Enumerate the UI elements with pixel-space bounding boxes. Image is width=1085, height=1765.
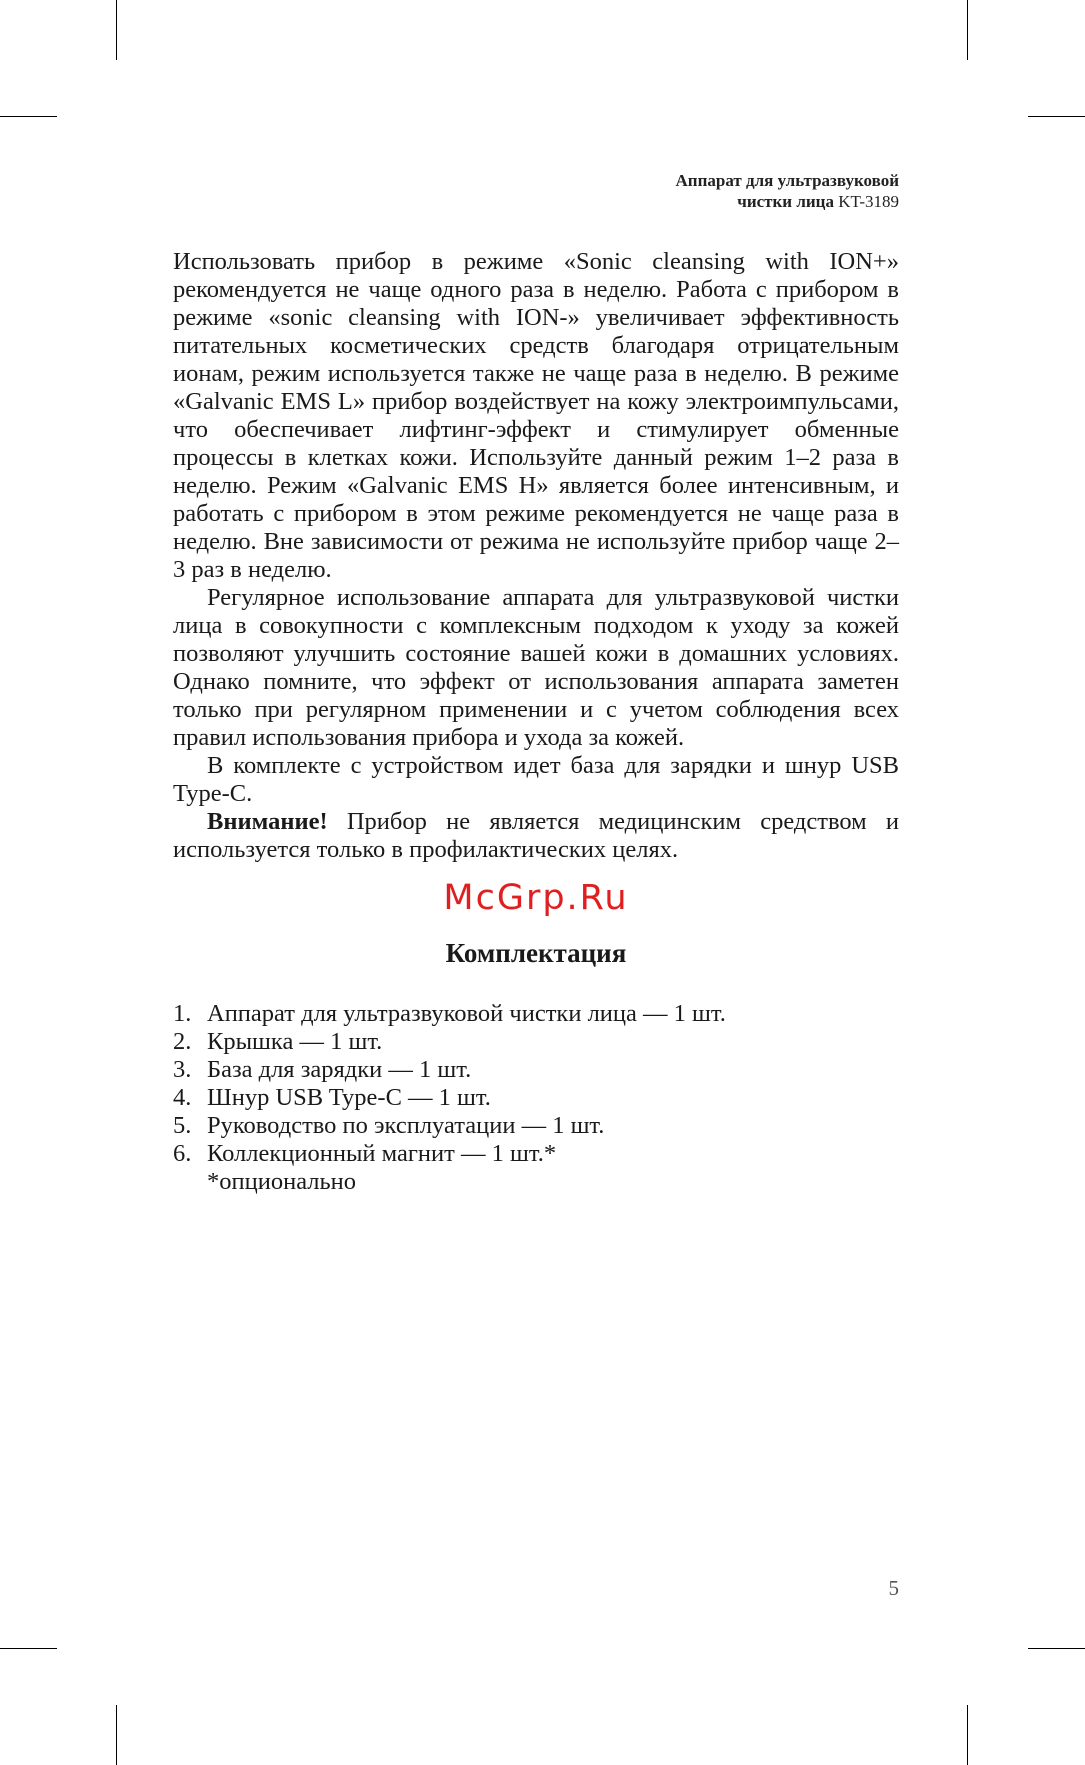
warning-label: Внимание!	[207, 808, 328, 835]
page-number: 5	[888, 1576, 899, 1600]
watermark: McGrp.Ru	[443, 878, 629, 918]
footnote: *опционально	[207, 1168, 357, 1195]
running-header	[676, 170, 899, 212]
list-item-text: Крышка — 1 шт.	[207, 1028, 383, 1055]
list-item	[173, 1112, 899, 1140]
list-item-number: 1.	[173, 1000, 192, 1027]
paragraph-warning	[173, 808, 899, 864]
list-item	[173, 1000, 899, 1028]
list-item	[173, 1056, 899, 1084]
paragraph-regular-use: Регулярное использование аппарата для ультразвуковой чистки лица в совокупности с комплексным подходом к уходу за кожей позволяют улучшить состояние вашей кожи в домашних условиях. Однако помните, что эффект от использования аппарата заметен только при регулярном применении и с учетом соблюдения всех правил использования прибора и ухода за кожей.	[173, 584, 899, 751]
list-item-number: 4.	[173, 1084, 192, 1111]
crop-mark	[0, 116, 57, 117]
kit-list	[173, 1000, 899, 1168]
crop-mark	[967, 0, 968, 60]
list-item-text: Руководство по эксплуатации — 1 шт.	[207, 1112, 605, 1139]
list-item-number: 3.	[173, 1056, 192, 1083]
header-line1: Аппарат для ультразвуковой	[675, 171, 899, 190]
paragraph-modes: Использовать прибор в режиме «Sonic cleansing with ION+» рекомендуется не чаще одного раза в неделю. Работа с прибором в режиме «sonic cleansing with ION-» увеличивает эффективность питательных косметических средств благодаря отрицательным ионам, режим используется также не чаще раза в неделю. В режиме «Galvanic EMS L» прибор воздействует на кожу электроимпульсами, что обеспечивает лифтинг-эффект и стимулирует обменные процессы в клетках кожи. Используйте данный режим 1–2 раза в неделю. Режим «Galvanic EMS H» является более интенсивным, и работать с прибором в этом режиме рекомендуется не чаще раза в неделю. Вне зависимости от режима не используйте прибор чаще 2–3 раз в неделю.	[173, 248, 899, 583]
crop-mark	[1028, 116, 1085, 117]
list-item-text: Аппарат для ультразвуковой чистки лица — 1 шт.	[207, 1000, 726, 1027]
paragraph-package: В комплекте с устройством идет база для зарядки и шнур USB Type-C.	[173, 752, 899, 807]
header-line2: чистки лица	[737, 192, 834, 211]
crop-mark	[116, 1705, 117, 1765]
crop-mark	[0, 1648, 57, 1649]
list-item-number: 6.	[173, 1140, 192, 1167]
crop-mark	[967, 1705, 968, 1765]
list-item	[173, 1028, 899, 1056]
list-item-number: 2.	[173, 1028, 192, 1055]
crop-mark	[1028, 1648, 1085, 1649]
crop-mark	[116, 0, 117, 60]
list-item-number: 5.	[173, 1112, 192, 1139]
list-item-text: Шнур USB Type-C — 1 шт.	[207, 1084, 491, 1111]
section-title-kit: Комплектация	[445, 938, 627, 968]
header-model: KT-3189	[838, 192, 899, 211]
list-item-text: База для зарядки — 1 шт.	[207, 1056, 472, 1083]
list-item-text: Коллекционный магнит — 1 шт.*	[207, 1140, 557, 1167]
page-content	[173, 248, 899, 1196]
warning-text: Прибор не является медицинским средством и используется только в профилактических целях.	[173, 808, 899, 863]
list-item	[173, 1140, 899, 1168]
list-item	[173, 1084, 899, 1112]
